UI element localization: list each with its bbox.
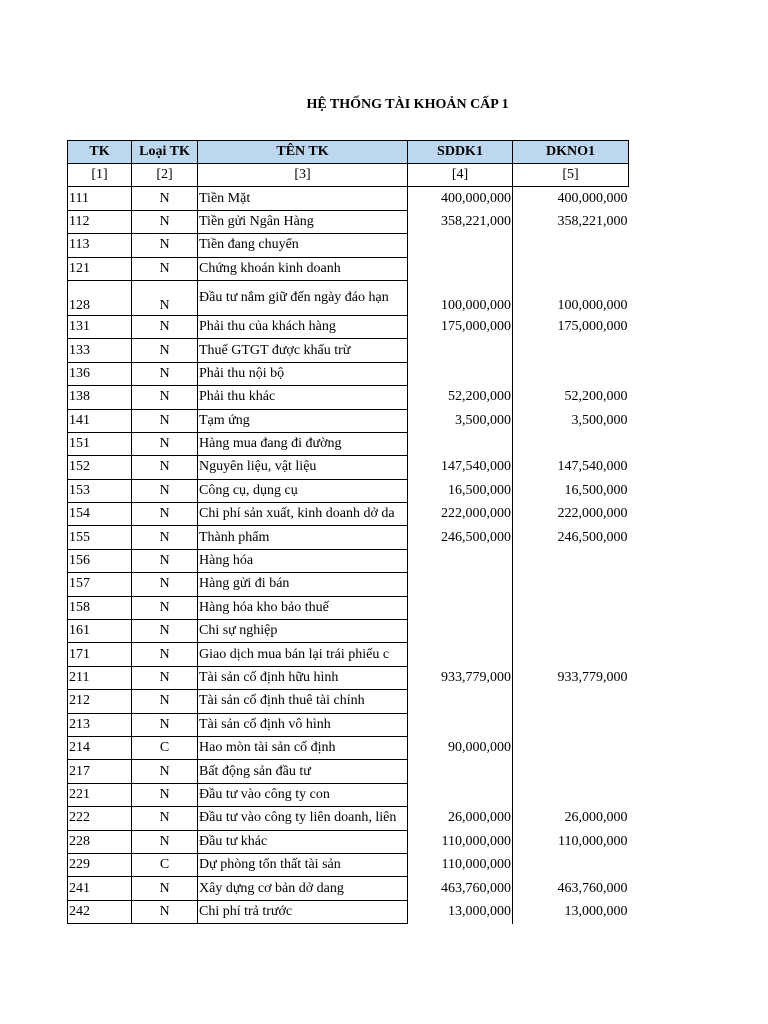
sddk1-cell	[408, 573, 513, 596]
table-row	[68, 830, 629, 853]
dkno1-cell	[513, 620, 629, 643]
account-code-cell: 157	[68, 573, 132, 596]
account-type-cell: N	[132, 830, 198, 853]
account-code-cell: 113	[68, 234, 132, 257]
index-cell: [5]	[513, 164, 629, 187]
sddk1-cell	[408, 234, 513, 257]
account-type-cell: N	[132, 596, 198, 619]
account-type-cell: N	[132, 807, 198, 830]
table-row	[68, 666, 629, 689]
sddk1-cell	[408, 620, 513, 643]
account-name-cell: Chi phí sản xuất, kinh doanh dở da	[198, 503, 408, 526]
dkno1-cell: 358,221,000	[557, 213, 628, 229]
table-row	[68, 900, 629, 923]
sddk1-cell: 16,500,000	[408, 479, 513, 502]
account-type-cell: N	[132, 234, 198, 257]
account-type-cell: N	[132, 362, 198, 385]
index-row	[68, 164, 629, 187]
table-row	[68, 760, 629, 783]
dkno1-cell	[513, 760, 629, 783]
dkno1-cell	[513, 549, 629, 572]
table-row	[68, 362, 629, 385]
account-code-cell: 136	[68, 362, 132, 385]
account-code-cell: 211	[68, 666, 132, 689]
dkno1-cell: 100,000,000	[557, 298, 628, 314]
sddk1-cell	[408, 643, 513, 666]
dkno1-cell: 3,500,000	[571, 412, 628, 428]
sddk1-cell: 90,000,000	[408, 736, 513, 759]
account-name-cell: Phải thu nội bộ	[198, 362, 408, 385]
account-type-cell: N	[132, 573, 198, 596]
table-row	[68, 807, 629, 830]
sddk1-cell: 222,000,000	[408, 503, 513, 526]
sddk1-cell: 400,000,000	[408, 187, 513, 210]
dkno1-cell: 52,200,000	[564, 389, 628, 405]
sddk1-cell	[408, 432, 513, 455]
account-name-cell: Chi sự nghiệp	[198, 620, 408, 643]
account-type-cell: N	[132, 432, 198, 455]
index-cell: [4]	[408, 164, 513, 187]
account-type-cell: N	[132, 187, 198, 210]
dkno1-cell	[513, 573, 629, 596]
account-type-cell: N	[132, 315, 198, 338]
table-row	[68, 503, 629, 526]
table-row	[68, 573, 629, 596]
header-name: TÊN TK	[198, 141, 408, 164]
account-type-cell: N	[132, 280, 198, 315]
table-row	[68, 783, 629, 806]
table-row	[68, 853, 629, 876]
account-name-cell: Tiền Mặt	[198, 187, 408, 210]
sddk1-cell: 110,000,000	[408, 830, 513, 853]
account-name-cell: Bất động sản đầu tư	[198, 760, 408, 783]
account-code-cell: 141	[68, 409, 132, 432]
dkno1-cell: 26,000,000	[564, 810, 628, 826]
account-name-cell: Hàng hóa	[198, 549, 408, 572]
account-code-cell: 242	[68, 900, 132, 923]
account-name-cell: Công cụ, dụng cụ	[198, 479, 408, 502]
dkno1-cell	[513, 432, 629, 455]
account-type-cell: N	[132, 210, 198, 233]
account-name-cell: Dự phòng tổn thất tài sản	[198, 853, 408, 876]
account-name-cell: Đầu tư khác	[198, 830, 408, 853]
index-cell: [1]	[68, 164, 132, 187]
dkno1-cell: 175,000,000	[557, 319, 628, 335]
account-name-cell: Chi phí trả trước	[198, 900, 408, 923]
account-code-cell: 112	[68, 210, 132, 233]
header-sddk1: SDDK1	[408, 141, 513, 164]
dkno1-cell: 13,000,000	[564, 903, 628, 919]
sddk1-cell: 100,000,000	[408, 280, 513, 315]
account-type-cell: N	[132, 783, 198, 806]
dkno1-cell	[513, 736, 629, 759]
account-type-cell: N	[132, 503, 198, 526]
dkno1-cell: 463,760,000	[557, 880, 628, 896]
table-row	[68, 877, 629, 900]
sddk1-cell: 358,221,000	[408, 210, 513, 233]
sddk1-cell	[408, 713, 513, 736]
dkno1-cell: 246,500,000	[557, 529, 628, 545]
table-row	[68, 620, 629, 643]
account-code-cell: 228	[68, 830, 132, 853]
account-name-cell: Phải thu của khách hàng	[198, 315, 408, 338]
sddk1-cell: 13,000,000	[408, 900, 513, 923]
account-name-cell: Xây dựng cơ bản dở dang	[198, 877, 408, 900]
table-body	[68, 187, 629, 924]
header-tk: TK	[68, 141, 132, 164]
table-row	[68, 432, 629, 455]
sddk1-cell	[408, 549, 513, 572]
account-type-cell: N	[132, 666, 198, 689]
account-name-cell: Hàng hóa kho bảo thuế	[198, 596, 408, 619]
dkno1-cell	[513, 853, 629, 876]
account-name-cell: Đầu tư nắm giữ đến ngày đáo hạn	[198, 280, 408, 315]
account-code-cell: 153	[68, 479, 132, 502]
sddk1-cell	[408, 339, 513, 362]
account-code-cell: 158	[68, 596, 132, 619]
table-row	[68, 596, 629, 619]
account-name-cell: Thành phẩm	[198, 526, 408, 549]
account-name-cell: Thuế GTGT được khấu trừ	[198, 339, 408, 362]
sddk1-cell: 933,779,000	[408, 666, 513, 689]
account-name-cell: Chứng khoán kinh doanh	[198, 257, 408, 280]
account-code-cell: 214	[68, 736, 132, 759]
account-type-cell: N	[132, 760, 198, 783]
account-type-cell: C	[132, 736, 198, 759]
header-row	[68, 141, 629, 164]
account-code-cell: 138	[68, 386, 132, 409]
table-row	[68, 736, 629, 759]
account-code-cell: 171	[68, 643, 132, 666]
account-code-cell: 221	[68, 783, 132, 806]
page-title: HỆ THỐNG TÀI KHOẢN CẤP 1	[306, 97, 509, 112]
account-type-cell: N	[132, 900, 198, 923]
sddk1-cell	[408, 257, 513, 280]
account-type-cell: N	[132, 479, 198, 502]
dkno1-cell	[513, 339, 629, 362]
account-code-cell: 131	[68, 315, 132, 338]
account-type-cell: N	[132, 456, 198, 479]
table-row	[68, 713, 629, 736]
sddk1-cell: 147,540,000	[408, 456, 513, 479]
account-code-cell: 212	[68, 690, 132, 713]
table-row	[68, 257, 629, 280]
account-type-cell: N	[132, 877, 198, 900]
header-dkno1: DKNO1	[513, 141, 629, 164]
dkno1-cell: 16,500,000	[564, 482, 628, 498]
dkno1-cell: 933,779,000	[557, 670, 628, 685]
account-name-cell: Tài sản cố định vô hình	[198, 713, 408, 736]
sddk1-cell	[408, 690, 513, 713]
account-code-cell: 156	[68, 549, 132, 572]
account-name-cell: Tạm ứng	[198, 409, 408, 432]
account-name-cell: Tài sản cố định hữu hình	[198, 666, 408, 689]
table-row	[68, 234, 629, 257]
sddk1-cell	[408, 362, 513, 385]
sddk1-cell	[408, 760, 513, 783]
header-type: Loại TK	[132, 141, 198, 164]
account-code-cell: 152	[68, 456, 132, 479]
account-name-cell: Tiền gửi Ngân Hàng	[198, 210, 408, 233]
account-type-cell: N	[132, 549, 198, 572]
account-name-cell: Hàng gửi đi bán	[198, 573, 408, 596]
account-code-cell: 229	[68, 853, 132, 876]
dkno1-cell	[513, 783, 629, 806]
table-row	[68, 339, 629, 362]
dkno1-cell: 147,540,000	[557, 459, 628, 475]
account-name-cell: Hàng mua đang đi đường	[198, 432, 408, 455]
account-code-cell: 111	[68, 187, 132, 210]
account-type-cell: N	[132, 339, 198, 362]
sddk1-cell: 3,500,000	[408, 409, 513, 432]
table-row	[68, 409, 629, 432]
account-code-cell: 151	[68, 432, 132, 455]
account-type-cell: N	[132, 690, 198, 713]
table-row	[68, 280, 629, 315]
dkno1-cell	[513, 713, 629, 736]
dkno1-cell	[513, 643, 629, 666]
sddk1-cell: 175,000,000	[408, 315, 513, 338]
table-row	[68, 549, 629, 572]
sddk1-cell: 26,000,000	[408, 807, 513, 830]
index-cell: [2]	[132, 164, 198, 187]
account-type-cell: C	[132, 853, 198, 876]
account-name-cell: Hao mòn tài sản cố định	[198, 736, 408, 759]
table-row	[68, 210, 629, 233]
account-code-cell: 133	[68, 339, 132, 362]
account-code-cell: 121	[68, 257, 132, 280]
dkno1-cell	[513, 257, 629, 280]
sddk1-cell: 246,500,000	[408, 526, 513, 549]
account-code-cell: 217	[68, 760, 132, 783]
account-name-cell: Phải thu khác	[198, 386, 408, 409]
account-name-cell: Nguyên liệu, vật liệu	[198, 456, 408, 479]
account-type-cell: N	[132, 257, 198, 280]
account-code-cell: 128	[68, 280, 132, 315]
accounts-table	[67, 140, 629, 924]
table-row	[68, 479, 629, 502]
account-type-cell: N	[132, 713, 198, 736]
table-row	[68, 386, 629, 409]
dkno1-cell	[513, 596, 629, 619]
account-type-cell: N	[132, 620, 198, 643]
table-row	[68, 315, 629, 338]
account-type-cell: N	[132, 386, 198, 409]
account-code-cell: 222	[68, 807, 132, 830]
table-row	[68, 187, 629, 210]
dkno1-cell: 400,000,000	[557, 190, 628, 206]
sddk1-cell: 52,200,000	[408, 386, 513, 409]
dkno1-cell	[513, 234, 629, 257]
sddk1-cell	[408, 783, 513, 806]
dkno1-cell	[513, 362, 629, 385]
account-type-cell: N	[132, 643, 198, 666]
index-cell: [3]	[198, 164, 408, 187]
dkno1-cell	[513, 690, 629, 713]
table-row	[68, 643, 629, 666]
sddk1-cell: 110,000,000	[408, 853, 513, 876]
account-name-cell: Tiền đang chuyển	[198, 234, 408, 257]
table-row	[68, 526, 629, 549]
table-row	[68, 456, 629, 479]
account-name-cell: Đầu tư vào công ty con	[198, 783, 408, 806]
account-type-cell: N	[132, 409, 198, 432]
sddk1-cell: 463,760,000	[408, 877, 513, 900]
account-code-cell: 154	[68, 503, 132, 526]
account-code-cell: 155	[68, 526, 132, 549]
table-row	[68, 690, 629, 713]
account-name-cell: Tài sản cố định thuê tài chính	[198, 690, 408, 713]
sddk1-cell	[408, 596, 513, 619]
account-code-cell: 161	[68, 620, 132, 643]
account-type-cell: N	[132, 526, 198, 549]
account-code-cell: 213	[68, 713, 132, 736]
account-name-cell: Đầu tư vào công ty liên doanh, liên	[198, 807, 408, 830]
dkno1-cell: 110,000,000	[558, 833, 628, 849]
account-name-cell: Giao dịch mua bán lại trái phiếu c	[198, 643, 408, 666]
account-code-cell: 241	[68, 877, 132, 900]
dkno1-cell: 222,000,000	[557, 506, 628, 522]
